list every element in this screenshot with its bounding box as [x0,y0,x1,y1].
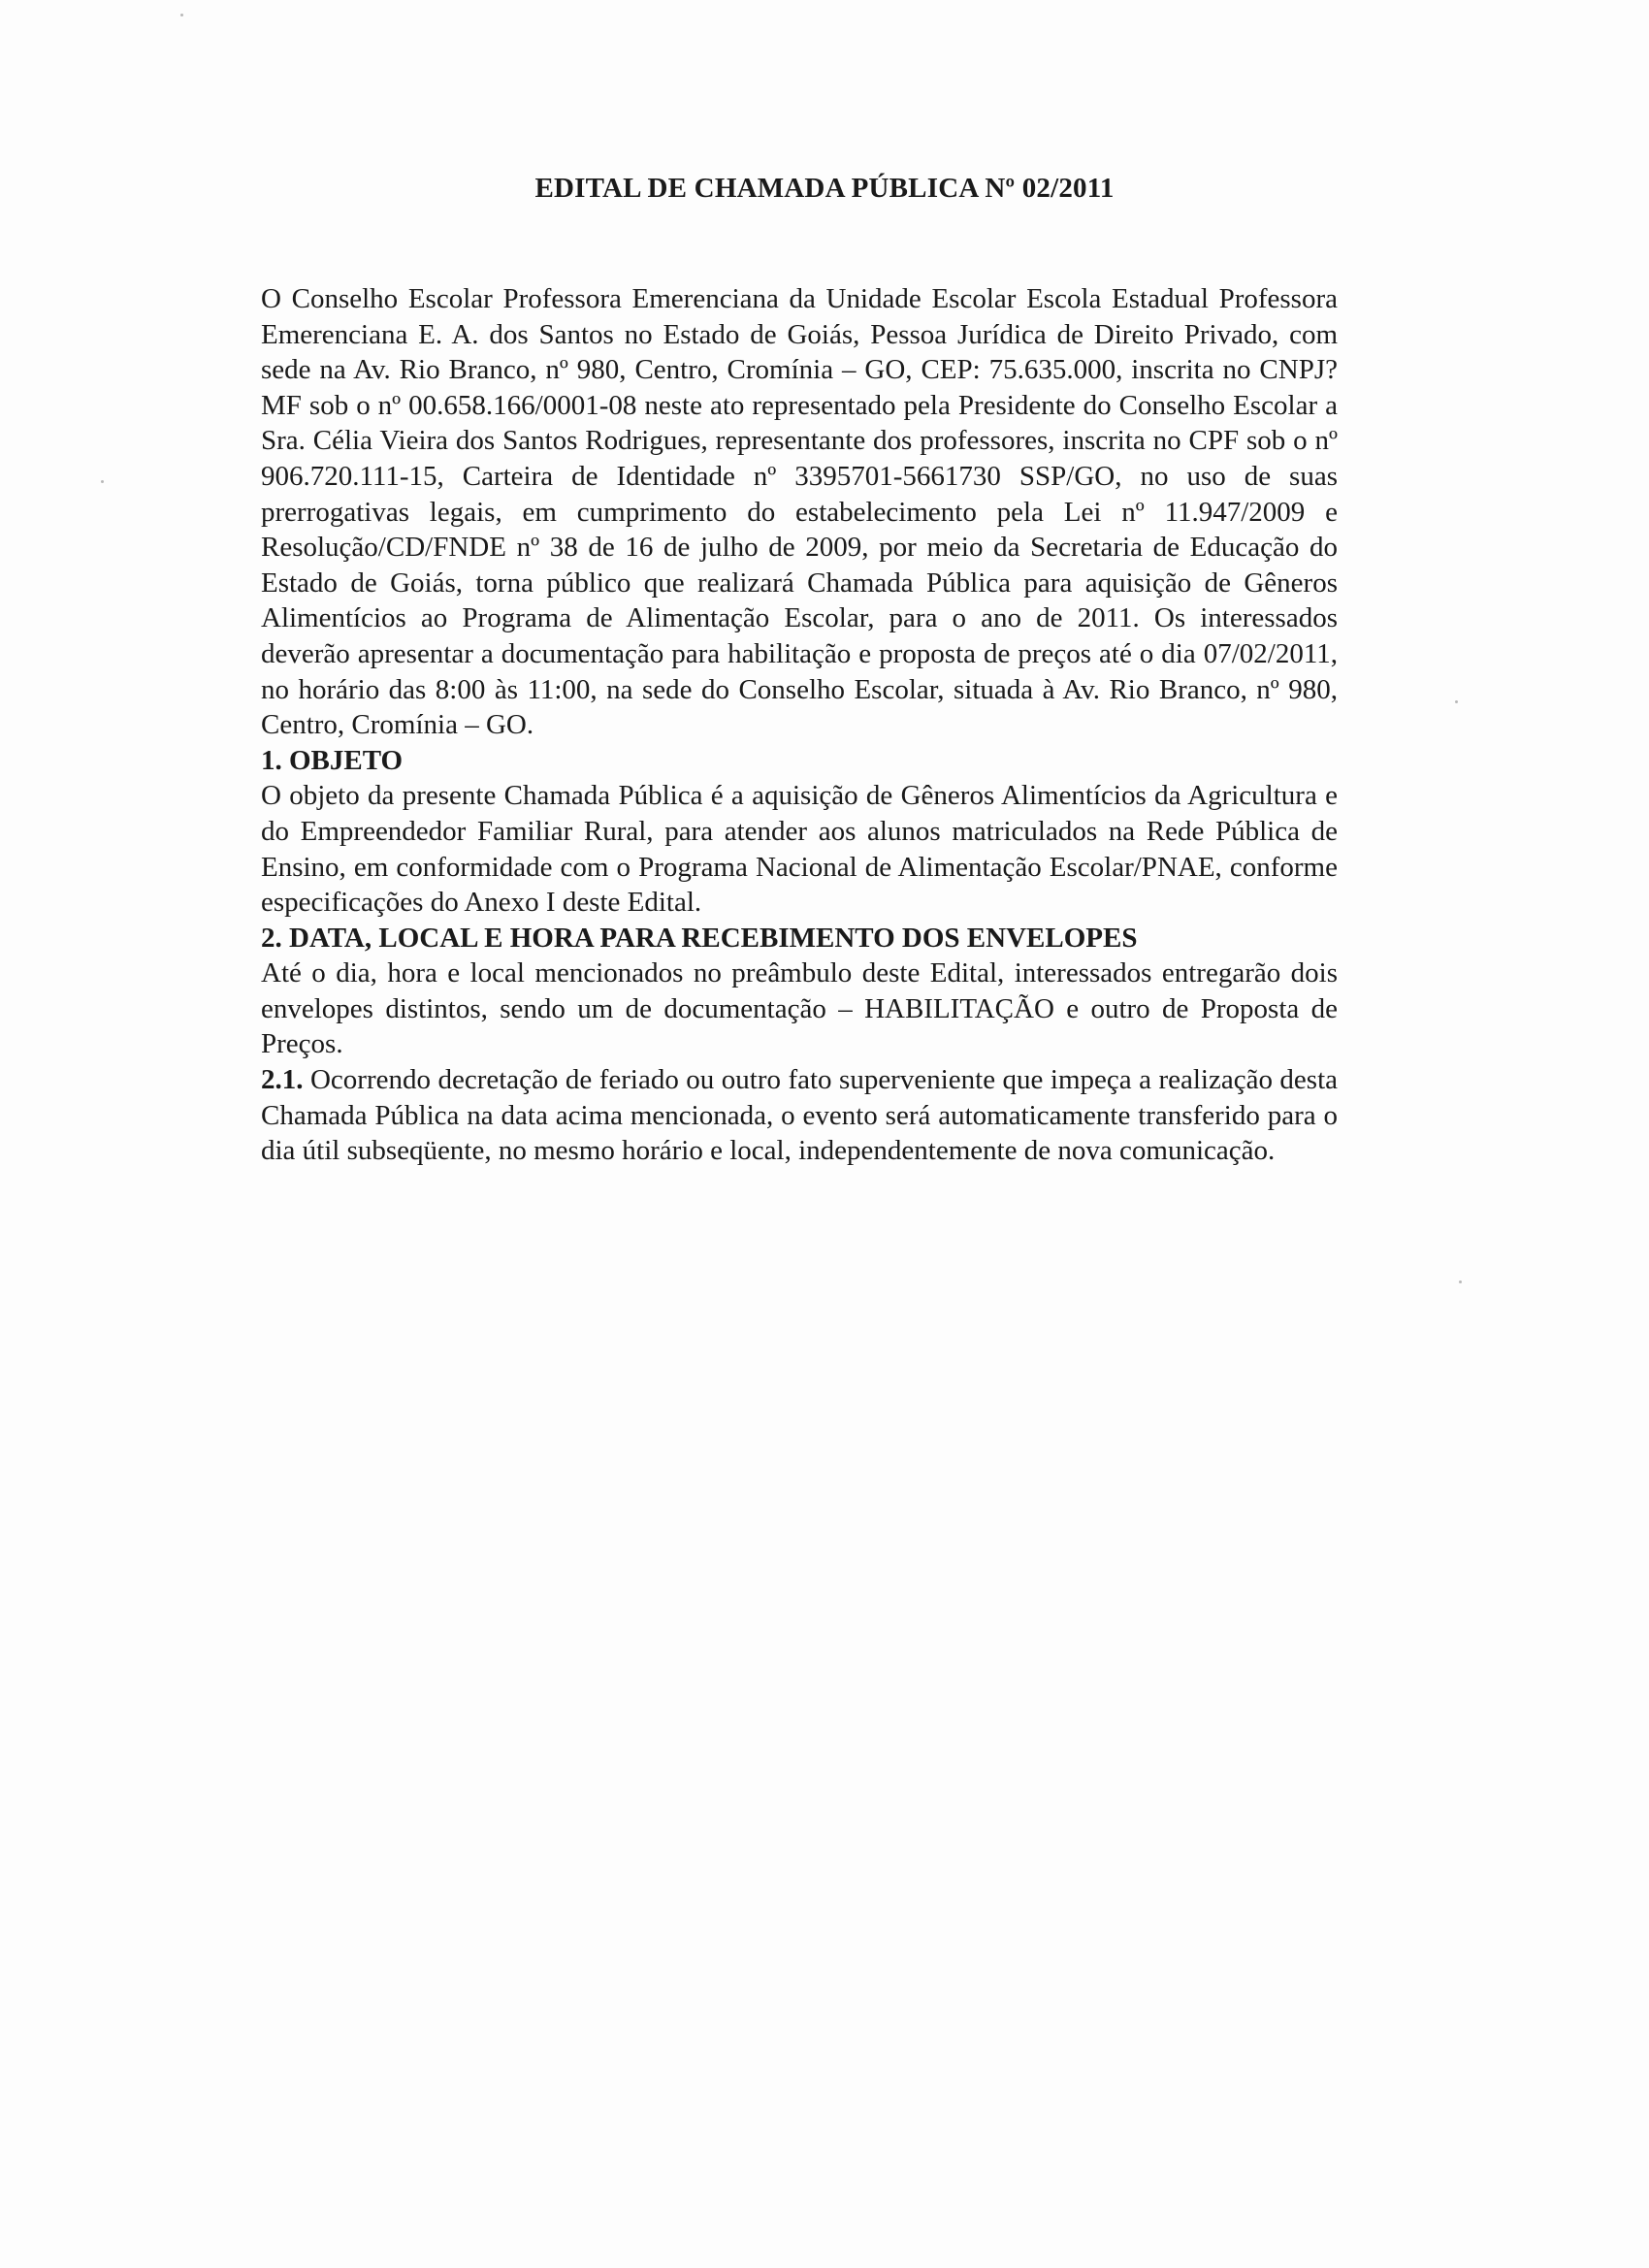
preamble-paragraph: O Conselho Escolar Professora Emerenciana da Unidade Escolar Escola Estadual Professora Emerenciana E. A. dos Santos no Estado de Goiás, Pessoa Jurídica de Direito Privado, com sede na Av. Rio Branco, nº 980, Centro, Cromínia – GO, CEP: 75.635.000, inscrita no CNPJ?MF sob o nº 00.658.166/0001-08 neste ato representado pela Presidente do Conselho Escolar a Sra. Célia Vieira dos Santos Rodrigues, representante dos professores, inscrita no CPF sob o nº 906.720.111-15, Carteira de Identidade nº 3395701-5661730 SSP/GO, no uso de suas prerrogativas legais, em cumprimento do estabelecimento pela Lei nº 11.947/2009 e Resolução/CD/FNDE nº 38 de 16 de julho de 2009, por meio da Secretaria de Educação do Estado de Goiás, torna público que realizará Chamada Pública para aquisição de Gêneros Alimentícios ao Programa de Alimentação Escolar, para o ano de 2011. Os interessados deverão apresentar a documentação para habilitação e proposta de preços até o dia 07/02/2011, no horário das 8:00 às 11:00, na sede do Conselho Escolar, situada à Av. Rio Branco, nº 980, Centro, Cromínia – GO. [261,283,1338,741]
document-body [261,281,1338,1169]
section-2-paragraph: Até o dia, hora e local mencionados no preâmbulo deste Edital, interessados entregarão dois envelopes distintos, sendo um de documentação – HABILITAÇÃO e outro de Proposta de Preços. [261,957,1338,1060]
section-2-heading: 2. DATA, LOCAL E HORA PARA RECEBIMENTO DOS ENVELOPES [261,922,1138,954]
section-1-heading: 1. OBJETO [261,744,404,776]
scan-speck [1455,700,1458,703]
scan-speck [180,14,183,16]
document-title: EDITAL DE CHAMADA PÚBLICA Nº 02/2011 [534,173,1115,204]
section-1-paragraph: O objeto da presente Chamada Pública é a aquisição de Gêneros Alimentícios da Agricultura e do Empreendedor Familiar Rural, para atender aos alunos matriculados na Rede Pública de Ensino, em conformidade com o Programa Nacional de Alimentação Escolar/PNAE, conforme especificações do Anexo I deste Edital. [261,780,1338,919]
section-2-1-number: 2.1. [261,1064,304,1096]
scan-speck [1459,1280,1462,1283]
section-2-1-text: Ocorrendo decretação de feriado ou outro fato superveniente que impeça a realização desta Chamada Pública na data acima mencionada, o evento será automaticamente transferido para o dia útil subseqüente, no mesmo horário e local, independentemente de nova comunicação. [261,1064,1339,1167]
section-2-1-paragraph [261,1062,1338,1169]
scan-speck [101,480,104,483]
